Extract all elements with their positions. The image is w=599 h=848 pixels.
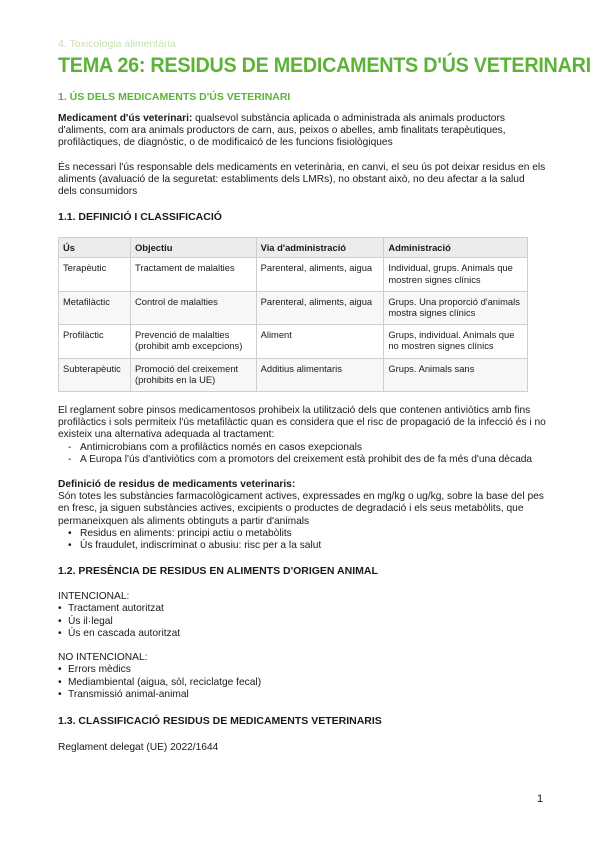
running-header: 4. Toxicologia alimentària: [58, 38, 176, 50]
list-item: - Antimicrobians com a profilàctics només en casos exepcionals: [58, 442, 546, 454]
page-number: 1: [537, 793, 544, 805]
table-header-row: [59, 238, 528, 258]
table-header-cell: Ús: [59, 238, 131, 258]
table-row: [59, 358, 528, 391]
table-cell: Subterapèutic: [59, 358, 131, 391]
list-item: • Errors mèdics: [58, 664, 546, 676]
table-header-cell: Via d'administració: [256, 238, 384, 258]
page-title: TEMA 26: RESIDUS DE MEDICAMENTS D'ÚS VETERINARI: [58, 53, 591, 77]
table-cell: Parenteral, aliments, aigua: [256, 291, 384, 324]
table-cell: Control de malalties: [130, 291, 256, 324]
section-1-2-title: 1.2. PRESÈNCIA DE RESIDUS EN ALIMENTS D'ORIGEN ANIMAL: [58, 565, 378, 578]
residues-definition-title: Definició de residus de medicaments veterinaris:: [58, 479, 296, 491]
responsible-use-paragraph: És necessari l'ús responsable dels medicaments en veterinària, en canvi, el seu ús pot deixar residus en els aliments (avaluació de la seguretat: establiments dels LMRs), no obstant això, no deu afectar a la salud dels consumidors: [58, 161, 546, 198]
table-row: [59, 258, 528, 291]
list-item: • Tractament autoritzat: [58, 603, 546, 615]
section-1-title: 1. ÚS DELS MEDICAMENTS D'ÚS VETERINARI: [58, 91, 291, 103]
definition-text: qualsevol substància aplicada o administrada als animals productors d'aliments, com ara animals productors de carn, aus, peixos o abelles, amb finalitats terapèutiques, profilàctiques, de diagnòstic, o de modificaicó de les funcions fisiològiques: [58, 113, 506, 149]
classification-table: [58, 237, 528, 392]
table-cell: Aliment: [256, 325, 384, 358]
definition-paragraph: [58, 113, 546, 150]
table-row: [59, 325, 528, 358]
table-cell: Grups. Una proporció d'animals mostra signes clínics: [384, 291, 528, 324]
table-cell: Terapèutic: [59, 258, 131, 291]
residues-list: [58, 528, 546, 552]
non-intentional-label: NO INTENCIONAL:: [58, 652, 148, 664]
table-cell: Grups, individual. Animals que no mostren signes clínics: [384, 325, 528, 358]
document-page: [58, 38, 591, 754]
regulation-list: [58, 442, 546, 466]
regulation-reference: Reglament delegat (UE) 2022/1644: [58, 741, 219, 753]
table-header-cell: Objectiu: [130, 238, 256, 258]
intentional-list: [58, 603, 546, 640]
list-item: • Mediambiental (aigua, sòl, reciclatge fecal): [58, 677, 546, 689]
residues-definition-text: Són totes les substàncies farmacològicament actives, expressades en mg/kg o ug/kg, sobre la base del pes en fresc, ja siguen substàncies actives, excipients o productes de degradació i els seus metabòlits, que permaneixquen als aliments obtinguts a partir d'animals: [58, 491, 544, 527]
table-cell: Profilàctic: [59, 325, 131, 358]
section-1-3-title: 1.3. CLASSIFICACIÓ RESIDUS DE MEDICAMENTS VETERINARIS: [58, 714, 382, 727]
table-cell: Additius alimentaris: [256, 358, 384, 391]
table-cell: Prevenció de malalties (prohibit amb excepcions): [130, 325, 256, 358]
table-cell: Parenteral, aliments, aigua: [256, 258, 384, 291]
list-item: • Residus en aliments: principi actiu o metabòlits: [58, 528, 546, 540]
regulation-paragraph: El reglament sobre pinsos medicamentosos prohibeix la utilització dels que contenen antiviòtics amb fins profilàctics i sols permiteix l'ús metafilàctic quan es considera que el risc de propagació de la infecció és i no existeix una alternativa adequada al tractament:: [58, 405, 546, 441]
table-cell: Grups. Animals sans: [384, 358, 528, 391]
list-item: • Ús en cascada autoritzat: [58, 628, 546, 640]
intentional-label: INTENCIONAL:: [58, 591, 130, 603]
table-cell: Metafilàctic: [59, 291, 131, 324]
section-1-1-title: 1.1. DEFINICIÓ I CLASSIFICACIÓ: [58, 211, 222, 224]
list-item: - A Europa l'ús d'antiviòtics com a promotors del creixement està prohibit des de fa més d'una dècada: [58, 454, 546, 466]
table-row: [59, 291, 528, 324]
table-header-cell: Administració: [384, 238, 528, 258]
table-cell: Individual, grups. Animals que mostren signes clínics: [384, 258, 528, 291]
non-intentional-list: [58, 664, 546, 701]
list-item: • Ús il·legal: [58, 616, 546, 628]
table-cell: Promoció del creixement (prohibits en la UE): [130, 358, 256, 391]
list-item: • Transmissió animal-animal: [58, 689, 546, 701]
table-cell: Tractament de malalties: [130, 258, 256, 291]
list-item: • Ús fraudulet, indiscriminat o abusiu: risc per a la salut: [58, 540, 546, 552]
definition-term: Medicament d'ús veterinari:: [58, 113, 193, 124]
